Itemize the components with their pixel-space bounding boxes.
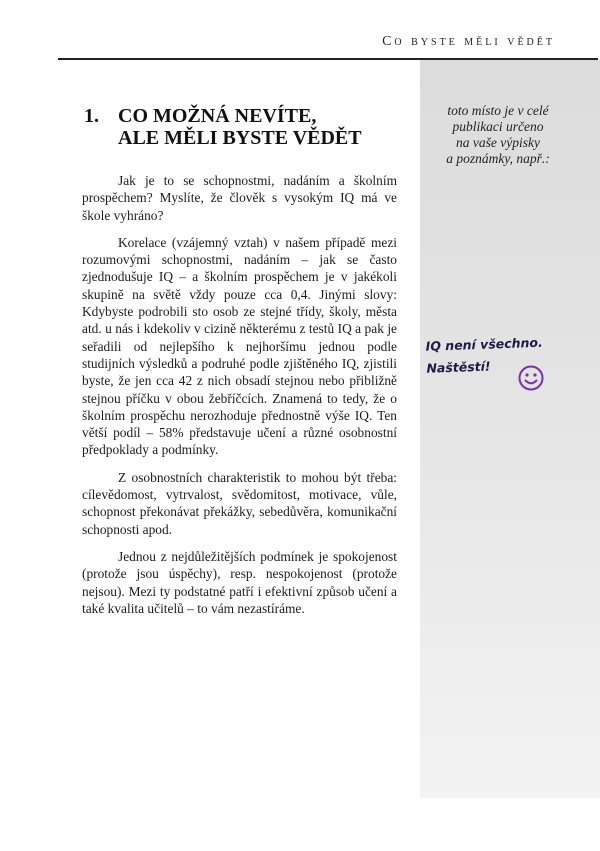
- margin-note-line: a poznámky, např.:: [446, 151, 550, 166]
- chapter-title-line-1: CO MOŽNÁ NEVÍTE,: [118, 105, 317, 127]
- paragraph: Jak je to se schopnostmi, nadáním a školním prospěchem? Myslíte, že člověk s vysokým IQ má ve škole vyhráno?: [82, 173, 397, 223]
- smiley-face-icon: [517, 364, 545, 392]
- running-header-title: Co byste měli vědět: [382, 34, 555, 49]
- margin-note-line: toto místo je v celé: [447, 103, 549, 118]
- handwritten-note: [425, 330, 586, 380]
- chapter-title-line-2: ALE MĚLI BYSTE VĚDĚT: [118, 127, 362, 149]
- handwritten-line-2: Naštěstí!: [426, 358, 491, 376]
- margin-note: [428, 103, 568, 167]
- running-header: [60, 34, 565, 56]
- margin-note-line: publikaci určeno: [452, 119, 544, 134]
- body-text: [82, 172, 397, 627]
- margin-notes-column: [420, 60, 600, 798]
- margin-note-line: na vaše výpisky: [456, 135, 540, 150]
- chapter-number: 1.: [84, 105, 99, 127]
- paragraph: Jednou z nejdůležitějších podmínek je spokojenost (protože jsou úspěchy), resp. nespokojenost (protože nejsou). Mezi ty podstatné patří i efektivní způsob učení a také kvalita učitelů – to vám nezastíráme.: [82, 548, 397, 616]
- handwritten-line-1: IQ není všechno.: [425, 334, 543, 354]
- paragraph: Z osobnostních charakteristik to mohou být třeba: cílevědomost, vytrvalost, svědomitost, motivace, vůle, schopnost překonávat překážky, sebedůvěra, komunikační schopnosti apod.: [82, 469, 397, 537]
- paragraph: Korelace (vzájemný vztah) v našem případě mezi rozumovými schopnostmi, nadáním – jak se často zjednodušuje IQ – a školním prospěchem je v jakékoli skupině na světě vždy pouze cca 0,4. Jinými slovy: Kdybyste podrobili sto osob ze stejné třídy, školy, města atd. u nás i kdekoliv v cizině některému z testů IQ a pak je seřadili od nejlepšího k nejhoršímu jednou podle studijních výsledků a podruhé podle zjištěného IQ, zjistili byste, že jen cca 42 z nich obsadí stejnou nebo přibližně stejnou příčku v obou žebříčcích. Znamená to tedy, že o školním prospěchu nerozhoduje přednostně výše IQ. Ten větší podíl – 58% představuje učení a různé osobnostní předpoklady a podmínky.: [82, 234, 397, 458]
